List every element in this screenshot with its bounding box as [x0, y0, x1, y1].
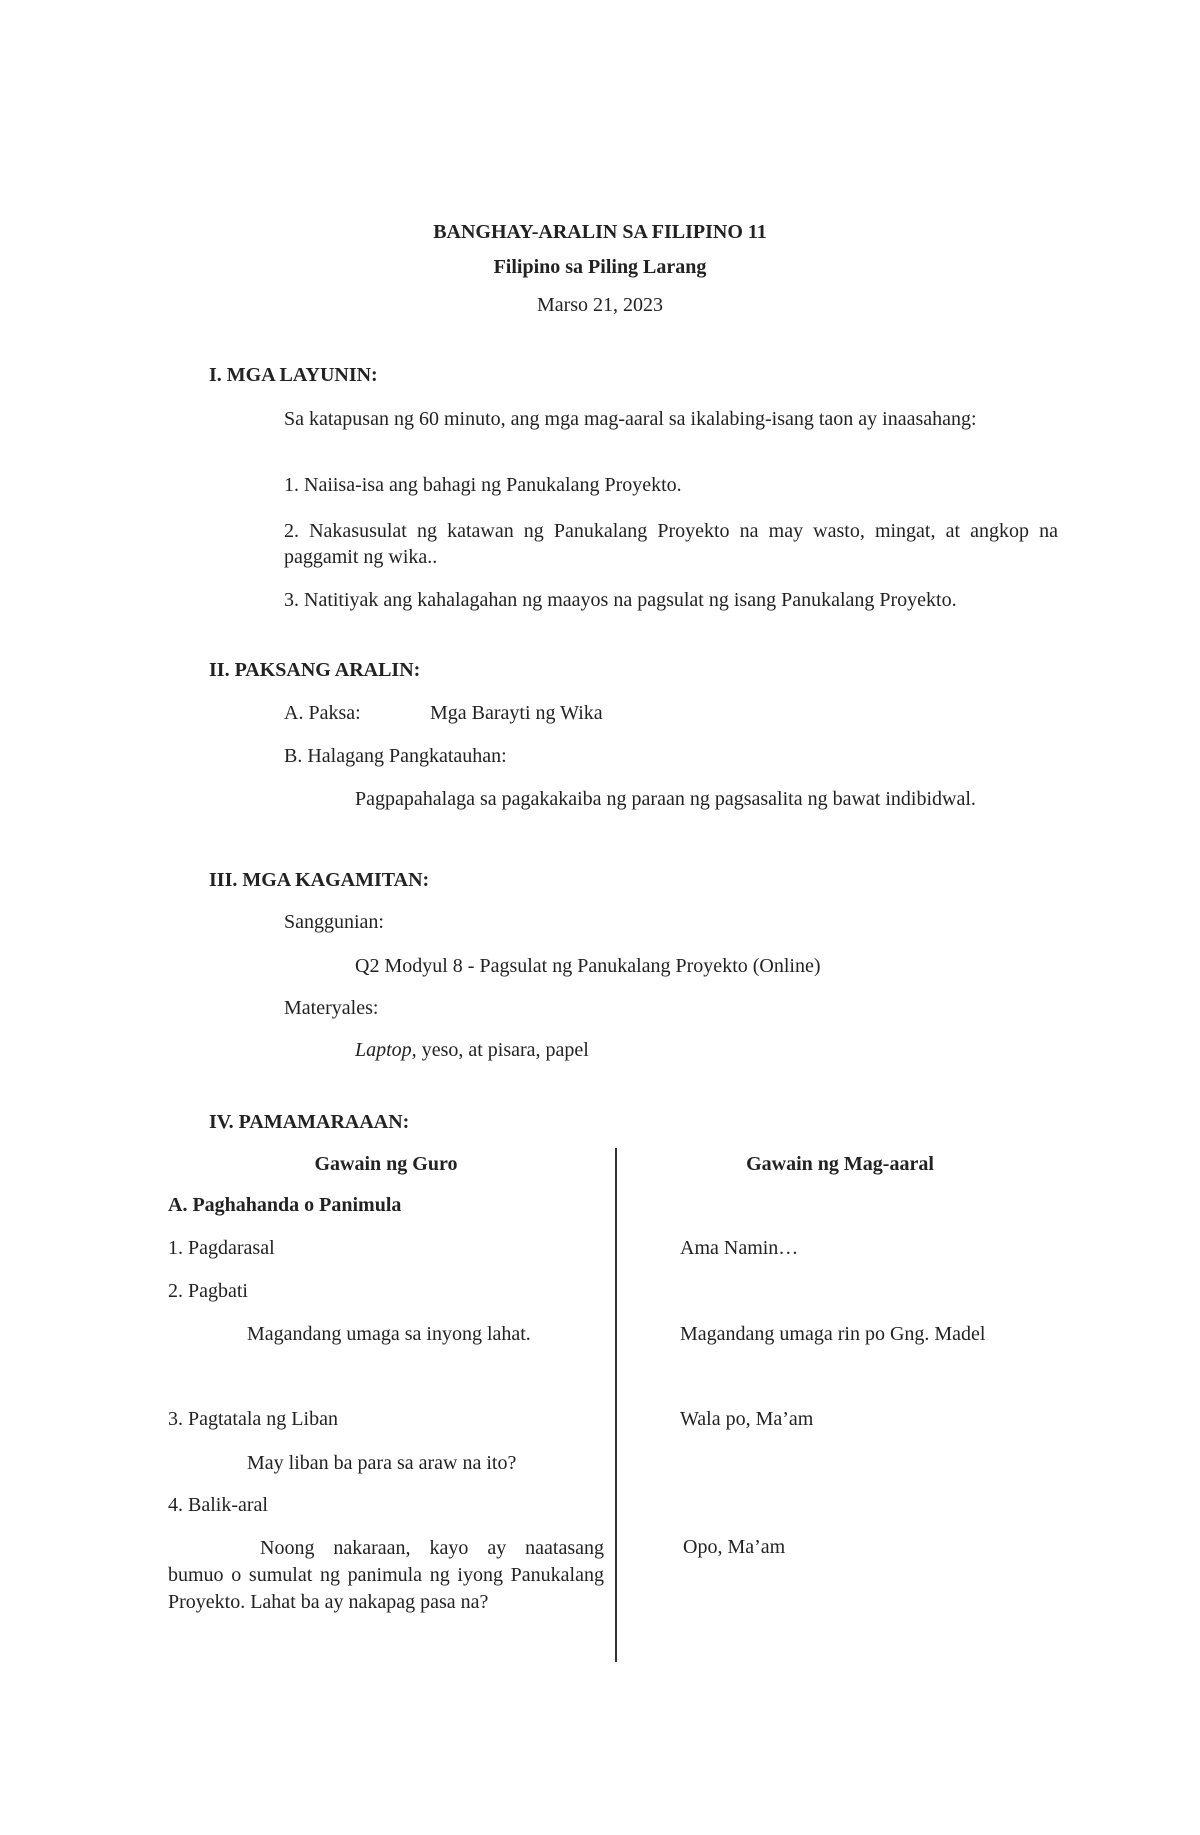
document-title: BANGHAY-ARALIN SA FILIPINO 11: [433, 221, 767, 243]
section-1-heading: I. MGA LAYUNIN:: [209, 364, 378, 386]
objective-item: 3. Natitiyak ang kahalagahan ng maayos na pagsulat ng isang Panukalang Proyekto.: [284, 589, 957, 611]
step-3-teacher: May liban ba para sa araw na ito?: [247, 1452, 517, 1474]
subheading-a: A. Paghahanda o Panimula: [168, 1194, 402, 1216]
materyales-value: [355, 1038, 589, 1062]
step-4-student: Opo, Ma’am: [683, 1536, 786, 1558]
paksa-value: Mga Barayti ng Wika: [430, 702, 603, 724]
objective-item: 1. Naiisa-isa ang bahagi ng Panukalang Proyekto.: [284, 474, 682, 496]
step-2-teacher: Magandang umaga sa inyong lahat.: [247, 1323, 531, 1345]
step-4: 4. Balik-aral: [168, 1494, 268, 1516]
step-1: 1. Pagdarasal: [168, 1237, 275, 1259]
document-subtitle: Filipino sa Piling Larang: [493, 256, 707, 278]
sanggunian-label: Sanggunian:: [284, 911, 384, 933]
step-3-student: Wala po, Ma’am: [680, 1408, 814, 1430]
objective-item: 2. Nakasusulat ng katawan ng Panukalang Proyekto na may wasto, mingat, at angkop na paggamit ng wika..: [284, 520, 1058, 568]
col-header-guro: Gawain ng Guro: [314, 1153, 458, 1175]
materyales-rest: yeso, at pisara, papel: [416, 1039, 589, 1061]
column-divider: [615, 1148, 617, 1662]
col-header-magaaral: Gawain ng Mag-aaral: [746, 1153, 934, 1175]
section-4-heading: IV. PAMAMARAAAN:: [209, 1111, 410, 1133]
step-2-student: Magandang umaga rin po Gng. Madel: [680, 1323, 986, 1345]
step-4-teacher: Noong nakaraan, kayo ay naatasang bumuo o sumulat ng panimula ng iyong Panukalang Proyekto. Lahat ba ay nakapag pasa na?: [168, 1537, 604, 1613]
materyales-italic: Laptop,: [355, 1039, 417, 1061]
section-3-heading: III. MGA KAGAMITAN:: [209, 869, 430, 891]
halaga-value: Pagpapahalaga sa pagakakaiba ng paraan ng pagsasalita ng bawat indibidwal.: [355, 788, 976, 810]
step-3: 3. Pagtatala ng Liban: [168, 1408, 338, 1430]
section-2-heading: II. PAKSANG ARALIN:: [209, 659, 421, 681]
halaga-label: B. Halagang Pangkatauhan:: [284, 745, 507, 767]
step-2: 2. Pagbati: [168, 1280, 248, 1302]
objectives-intro: Sa katapusan ng 60 minuto, ang mga mag-aaral sa ikalabing-isang taon ay inaasahang:: [284, 408, 977, 430]
step-1-student: Ama Namin…: [680, 1237, 799, 1259]
paksa-label: A. Paksa:: [284, 702, 361, 724]
sanggunian-value: Q2 Modyul 8 - Pagsulat ng Panukalang Proyekto (Online): [355, 955, 821, 977]
materyales-label: Materyales:: [284, 997, 379, 1019]
document-date: Marso 21, 2023: [536, 294, 664, 316]
